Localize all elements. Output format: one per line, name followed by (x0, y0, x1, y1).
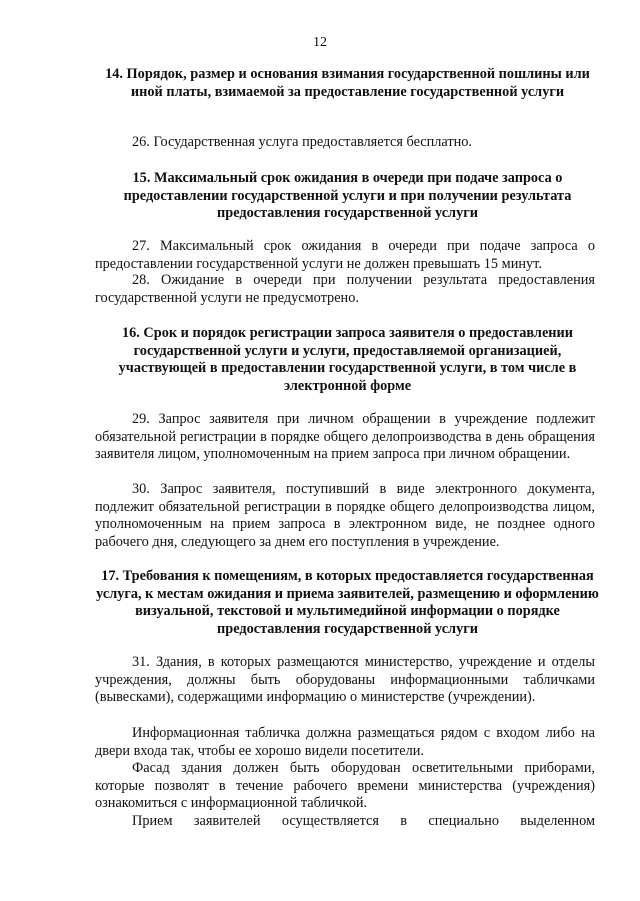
paragraph-29: 29. Запрос заявителя при личном обращении в учреждение подлежит обязательной регистрации в порядке общего делопроизводства в день обращения заявителя лицом, уполномоченным на прием запроса при личном обращении. (95, 411, 595, 463)
paragraph-30: 30. Запрос заявителя, поступивший в виде электронного документа, подлежит обязательной регистрации в порядке общего делопроизводства лицом, уполномоченным на прием запроса в электронном виде, не позднее одного рабочего дня, следующего за днем его поступления в учреждение. (95, 481, 595, 550)
paragraph-27: 27. Максимальный срок ожидания в очереди при подаче запроса о предоставлении государственной услуги не должен превышать 15 минут. (95, 238, 595, 272)
paragraph-28: 28. Ожидание в очереди при получении результата предоставления государственной услуги не предусмотрено. (95, 272, 595, 306)
paragraph-facade: Фасад здания должен быть оборудован осветительными приборами, которые позволят в течение рабочего времени министерства (учреждения) ознакомиться с информационной табличкой. (95, 760, 595, 812)
paragraph-26: 26. Государственная услуга предоставляется бесплатно. (132, 134, 472, 150)
section-17-heading: 17. Требования к помещениям, в которых предоставляется государственная услуга, к местам ожидания и приема заявителей, размещению и оформлению визуальной, текстовой и мультимедийной информации о порядке предоставления государственной услуги (96, 568, 599, 637)
section-14-heading: 14. Порядок, размер и основания взимания государственной пошлины или иной платы, взимаемой за предоставление государственной услуги (105, 66, 590, 100)
paragraph-info-sign: Информационная табличка должна размещаться рядом с входом либо на двери входа так, чтобы ее хорошо видели посетители. (95, 725, 595, 759)
page-number: 12 (313, 35, 327, 50)
paragraph-reception: Прием заявителей осуществляется в специально выделенном (132, 813, 595, 829)
section-15-heading: 15. Максимальный срок ожидания в очереди при подаче запроса о предоставлении государственной услуги и при получении результата предоставления государственной услуги (123, 170, 572, 221)
paragraph-31: 31. Здания, в которых размещаются министерство, учреждение и отделы учреждения, должны быть оборудованы информационными табличками (вывесками), содержащими информацию о министерстве (учреждении). (95, 654, 595, 706)
section-16-heading: 16. Срок и порядок регистрации запроса заявителя о предоставлении государственной услуги и услуги, предоставляемой организацией, участвующей в предоставлении государственной услуги, в том числе в электронной форме (118, 325, 577, 394)
